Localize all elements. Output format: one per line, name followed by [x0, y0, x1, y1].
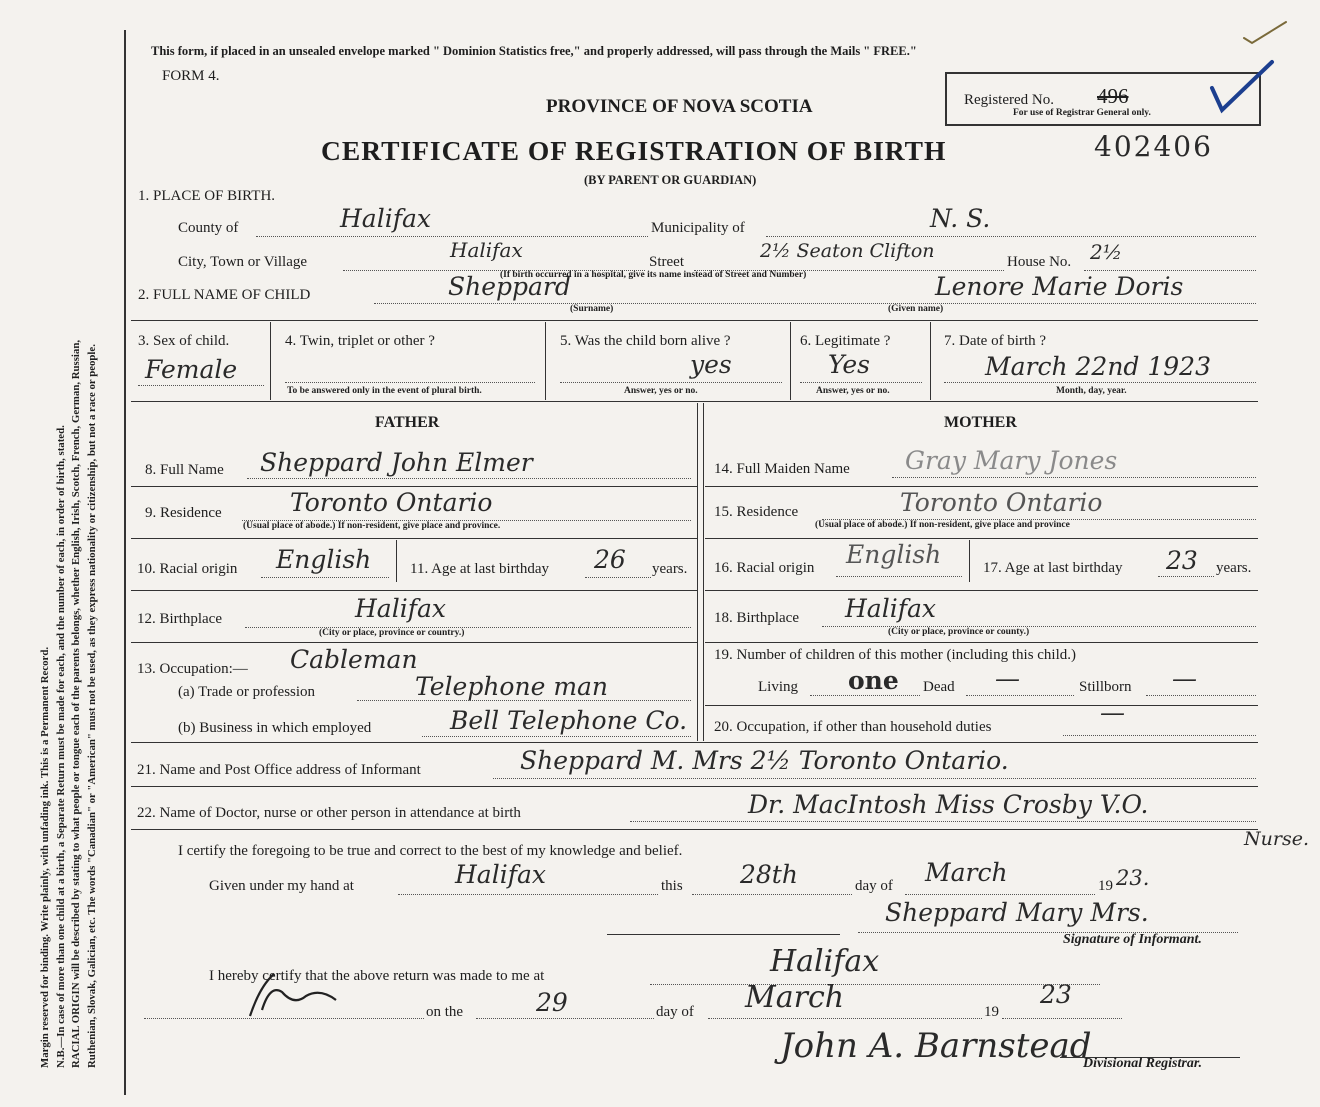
mother-age-value: 23	[1166, 546, 1198, 575]
legitimate-note: Answer, yes or no.	[816, 386, 890, 396]
margin-line-4: Ruthenian, Slovak, Galician, etc. The words "Canadian" or "American" must not be used, as they express nationality or citizenship, but not a race or people.	[85, 344, 98, 1068]
province-heading: PROVINCE OF NOVA SCOTIA	[546, 96, 813, 117]
trade-label: (a) Trade or profession	[178, 684, 316, 700]
mother-occupation-value: —	[1100, 698, 1125, 727]
attendant-label: 22. Name of Doctor, nurse or other person in attendance at birth	[137, 805, 521, 821]
father-age-value: 26	[594, 545, 626, 574]
given-place-value: Halifax	[455, 860, 546, 889]
mother-name-label: 14. Full Maiden Name	[714, 461, 850, 477]
date-of-birth-label: 7. Date of birth ?	[944, 333, 1047, 349]
municipality-value: N. S.	[930, 204, 991, 233]
born-alive-value: yes	[690, 350, 732, 379]
legitimate-label: 6. Legitimate ?	[800, 333, 891, 349]
county-value: Halifax	[340, 204, 431, 233]
date-of-birth-value: March 22nd 1923	[985, 352, 1211, 381]
child-name-label: 2. FULL NAME OF CHILD	[138, 287, 311, 303]
mother-residence-value: Toronto Ontario	[900, 488, 1103, 517]
blue-check-mark-icon	[1208, 58, 1278, 116]
father-occupation-label: 13. Occupation:—	[137, 661, 248, 677]
mother-birthplace-label: 18. Birthplace	[714, 610, 799, 626]
surname-caption: (Surname)	[570, 304, 614, 314]
father-birthplace-note: (City or place, province or country.)	[319, 628, 465, 638]
informant-value: Sheppard M. Mrs 2½ Toronto Ontario.	[520, 746, 1009, 775]
street-label: Street	[649, 254, 684, 270]
business-value: Bell Telephone Co.	[450, 706, 688, 735]
form-number: FORM 4.	[162, 68, 220, 84]
registrar-mark-scribble	[240, 966, 350, 1022]
certification-day-of-label: day of	[855, 878, 893, 894]
children-count-label: 19. Number of children of this mother (including this child.)	[714, 647, 1077, 663]
registrar-note: For use of Registrar General only.	[1013, 108, 1151, 118]
mother-racial-origin-label: 16. Racial origin	[714, 560, 815, 576]
father-age-unit: years.	[652, 561, 688, 577]
informant-signature: Sheppard Mary Mrs.	[885, 898, 1149, 927]
trade-value: Telephone man	[415, 672, 609, 701]
registrar-year-prefix: 19	[984, 1004, 999, 1020]
mother-age-unit: years.	[1216, 560, 1252, 576]
street-value: 2½ Seaton Clifton	[760, 240, 935, 262]
mother-racial-origin-value: English	[846, 540, 942, 569]
mother-name-value: Gray Mary Jones	[905, 446, 1118, 475]
registrar-place-value: Halifax	[770, 944, 880, 979]
mother-residence-label: 15. Residence	[714, 504, 799, 520]
father-racial-origin-label: 10. Racial origin	[137, 561, 238, 577]
informant-label: 21. Name and Post Office address of Informant	[137, 762, 421, 778]
mother-occupation-label: 20. Occupation, if other than household duties	[714, 719, 992, 735]
father-heading: FATHER	[375, 414, 440, 431]
living-value: one	[848, 666, 899, 695]
certification-statement: I certify the foregoing to be true and correct to the best of my knowledge and belief.	[178, 843, 683, 859]
born-alive-note: Answer, yes or no.	[624, 386, 698, 396]
child-given-name-value: Lenore Marie Doris	[935, 272, 1184, 301]
margin-line-3: RACIAL ORIGIN will be described by stating to what people or tongue each of the parents belongs, whether English, Irish, Scotch, French, German, Russian,	[70, 339, 83, 1068]
registrar-year-value: 23	[1040, 980, 1072, 1009]
given-name-caption: (Given name)	[888, 304, 944, 314]
mother-birthplace-note: (City or place, province or county.)	[888, 627, 1030, 637]
municipality-label: Municipality of	[651, 220, 745, 236]
father-residence-label: 9. Residence	[145, 505, 222, 521]
living-label: Living	[758, 679, 798, 695]
on-the-label: on the	[426, 1004, 464, 1020]
city-label: City, Town or Village	[178, 254, 308, 270]
mail-notice: This form, if placed in an unsealed envelope marked " Dominion Statistics free," and properly addressed, will pass through the Mails " FREE."	[151, 44, 917, 58]
rule	[131, 320, 1258, 321]
certification-year-prefix: 19	[1098, 878, 1113, 894]
margin-line-1: Margin reserved for binding. Write plainly, with unfading ink. This is a Permanent Record.	[39, 646, 51, 1068]
certificate-subtitle: (BY PARENT OR GUARDIAN)	[584, 173, 757, 187]
mother-heading: MOTHER	[944, 414, 1017, 431]
this-label: this	[661, 878, 683, 894]
business-label: (b) Business in which employed	[178, 720, 372, 736]
dead-label: Dead	[923, 679, 955, 695]
registered-label: Registered No.	[964, 92, 1054, 108]
registrar-day-value: 29	[536, 988, 568, 1017]
informant-signature-caption: Signature of Informant.	[1063, 932, 1202, 947]
house-number-label: House No.	[1007, 254, 1072, 270]
registrar-statement: I hereby certify that the above return was made to me at	[209, 968, 545, 984]
city-value: Halifax	[450, 238, 523, 262]
registrar-day-of-label: day of	[656, 1004, 694, 1020]
father-birthplace-value: Halifax	[355, 594, 446, 623]
father-name-value: Sheppard John Elmer	[260, 448, 533, 477]
stillborn-label: Stillborn	[1079, 679, 1132, 695]
hospital-note: (If birth occurred in a hospital, give its name instead of Street and Number)	[500, 270, 807, 280]
given-under-hand-label: Given under my hand at	[209, 878, 354, 894]
mother-residence-note: (Usual place of abode.) If non-resident, give place and province	[815, 520, 1070, 530]
registrar-month-value: March	[745, 980, 845, 1015]
twin-note: To be answered only in the event of plural birth.	[287, 386, 482, 396]
dead-value: —	[995, 664, 1020, 693]
twin-label: 4. Twin, triplet or other ?	[285, 333, 435, 349]
registered-number: 496	[1097, 84, 1129, 108]
place-of-birth-heading: 1. PLACE OF BIRTH.	[138, 188, 276, 204]
attendant-value: Dr. MacIntosh Miss Crosby V.O.	[748, 790, 1149, 819]
handwritten-registration-number: 402406	[1094, 130, 1213, 163]
certification-day-value: 28th	[740, 860, 798, 889]
house-number-value: 2½	[1090, 240, 1123, 264]
pencil-check-mark-icon	[1238, 12, 1290, 46]
date-of-birth-note: Month, day, year.	[1056, 386, 1127, 396]
child-surname-value: Sheppard	[448, 272, 571, 301]
father-residence-note: (Usual place of abode.) If non-resident, give place and province.	[243, 521, 501, 531]
certification-year-value: 23.	[1116, 866, 1150, 890]
father-racial-origin-value: English	[276, 545, 372, 574]
born-alive-label: 5. Was the child born alive ?	[560, 333, 731, 349]
father-residence-value: Toronto Ontario	[290, 488, 493, 517]
registrar-signature: John A. Barnstead	[780, 1026, 1092, 1066]
county-label: County of	[178, 220, 239, 236]
attendant-extra: Nurse.	[1244, 828, 1309, 850]
binding-line	[124, 30, 126, 1095]
sex-label: 3. Sex of child.	[138, 333, 230, 349]
sex-value: Female	[145, 355, 238, 384]
certificate-title: CERTIFICATE OF REGISTRATION OF BIRTH	[321, 135, 947, 166]
margin-line-2: N.B.—In case of more than one child at a birth, a Separate Return must be made for each, and the number of each, in order of birth, stated.	[54, 425, 67, 1068]
certification-month-value: March	[925, 858, 1008, 887]
legitimate-value: Yes	[828, 350, 870, 379]
mother-birthplace-value: Halifax	[845, 594, 936, 623]
stillborn-value: —	[1172, 664, 1197, 693]
margin-instructions	[38, 28, 100, 1068]
father-occupation-value: Cableman	[290, 645, 418, 674]
registrar-signature-caption: Divisional Registrar.	[1083, 1056, 1203, 1071]
father-age-label: 11. Age at last birthday	[410, 561, 549, 577]
mother-age-label: 17. Age at last birthday	[983, 560, 1123, 576]
father-name-label: 8. Full Name	[145, 462, 224, 478]
father-birthplace-label: 12. Birthplace	[137, 611, 222, 627]
